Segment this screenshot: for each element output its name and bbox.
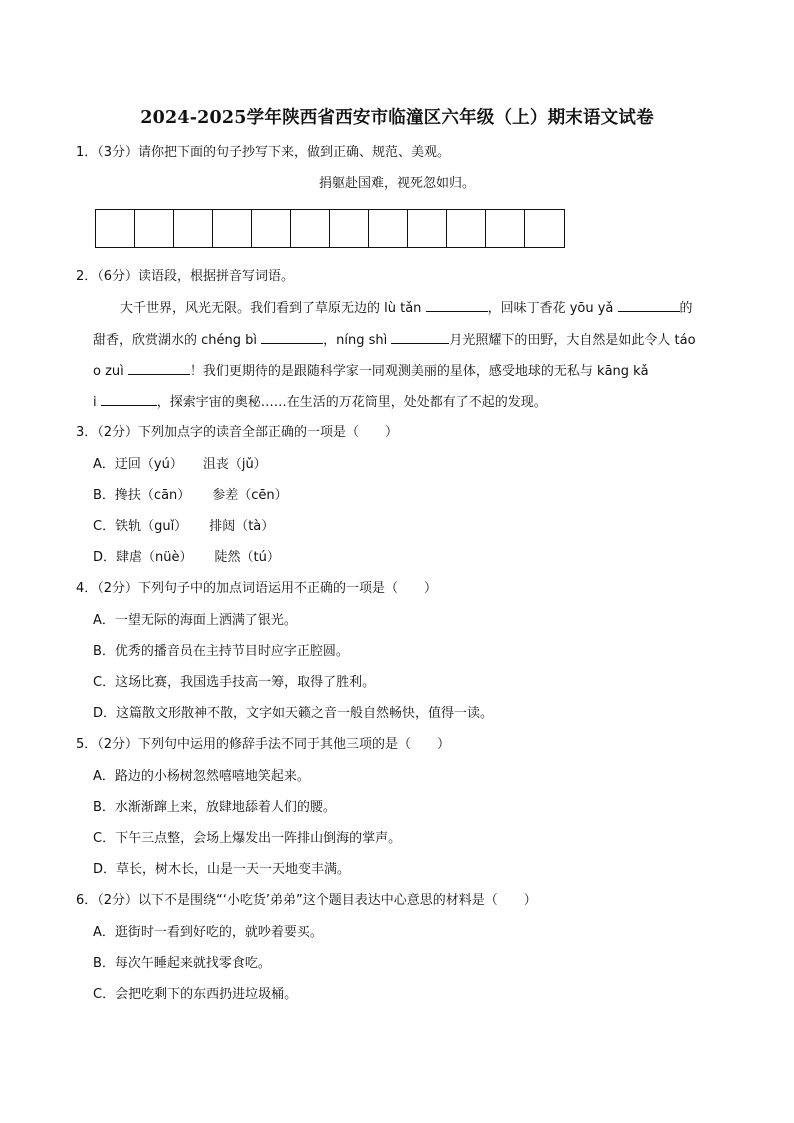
- question-3-option-c[interactable]: [93, 518, 274, 536]
- q2-text: 甜香，欣赏湖水的 chéng bì: [93, 333, 258, 348]
- question-2-line-4: [93, 393, 721, 412]
- q2-text: ，níng shì: [323, 333, 388, 348]
- q2-text: 大千世界，风光无限。我们看到了草原无边的 lù tǎn: [120, 301, 422, 316]
- q2-text: i: [93, 395, 97, 410]
- question-1-stem: 1．（3分）请你把下面的句子抄写下来，做到正确、规范、美观。: [76, 145, 451, 160]
- answer-blank[interactable]: [391, 331, 449, 344]
- answer-blank[interactable]: [128, 362, 190, 375]
- option-part: 参差（cēn）: [212, 488, 288, 503]
- grid-cell[interactable]: [96, 210, 135, 247]
- grid-cell[interactable]: [135, 210, 174, 247]
- question-1-sentence: 捐躯赴国难，视死忽如归。: [318, 176, 475, 191]
- question-3-option-d[interactable]: [93, 549, 280, 567]
- question-2-line-1: [120, 299, 748, 318]
- grid-cell[interactable]: [525, 210, 564, 247]
- option-part: 陡然（tú）: [214, 550, 280, 565]
- option-part: 沮丧（jǔ）: [202, 457, 267, 472]
- question-4-stem: 4．（2分）下列句子中的加点词语运用不正确的一项是（ ）: [76, 581, 438, 596]
- question-2-stem: 2．（6分）读语段，根据拼音写词语。: [76, 269, 295, 284]
- answer-blank[interactable]: [618, 299, 680, 312]
- question-5-stem: 5．（2分）下列句中运用的修辞手法不同于其他三项的是（ ）: [76, 737, 451, 752]
- grid-cell[interactable]: [252, 210, 291, 247]
- answer-blank[interactable]: [101, 393, 157, 406]
- copy-grid[interactable]: [95, 209, 565, 248]
- question-3-option-b[interactable]: [93, 487, 288, 505]
- grid-cell[interactable]: [174, 210, 213, 247]
- grid-cell[interactable]: [408, 210, 447, 247]
- question-4-option-c[interactable]: C．这场比赛，我国选手技高一筹，取得了胜利。: [93, 675, 376, 690]
- question-4-option-d[interactable]: D．这篇散文形散神不散，文字如天籁之音一般自然畅快，值得一读。: [93, 706, 494, 721]
- question-3-option-a[interactable]: [93, 456, 267, 474]
- grid-cell[interactable]: [213, 210, 252, 247]
- question-5-option-b[interactable]: B．水渐渐蹿上来，放肆地舔着人们的腰。: [93, 800, 336, 815]
- question-2-line-3: [93, 362, 721, 381]
- question-4-option-a[interactable]: A．一望无际的海面上洒满了银光。: [93, 613, 297, 628]
- grid-cell[interactable]: [330, 210, 369, 247]
- question-4-option-b[interactable]: B．优秀的播音员在主持节目时应字正腔圆。: [93, 644, 349, 659]
- option-part: C．铁轨（guǐ）: [93, 519, 188, 534]
- option-part: B．搀扶（cān）: [93, 488, 191, 503]
- grid-cell[interactable]: [369, 210, 408, 247]
- answer-blank[interactable]: [261, 331, 323, 344]
- q2-text: ！我们更期待的是跟随科学家一同观测美丽的星体，感受地球的无私与 kāng kǎ: [189, 364, 649, 379]
- question-5-option-a[interactable]: A．路边的小杨树忽然嘻嘻地笑起来。: [93, 769, 310, 784]
- q2-text: o zuì: [93, 364, 124, 379]
- question-6-option-a[interactable]: A．逛街时一看到好吃的，就吵着要买。: [93, 925, 323, 940]
- question-6-option-c[interactable]: C．会把吃剩下的东西扔进垃圾桶。: [93, 987, 298, 1002]
- question-6-option-b[interactable]: B．每次午睡起来就找零食吃。: [93, 956, 271, 971]
- option-part: A．迂回（yú）: [93, 457, 183, 472]
- question-2-line-2: [93, 331, 721, 350]
- question-5-option-c[interactable]: C．下午三点整，会场上爆发出一阵排山倒海的掌声。: [93, 831, 402, 846]
- answer-blank[interactable]: [426, 299, 488, 312]
- grid-cell[interactable]: [486, 210, 525, 247]
- question-3-stem: 3．（2分）下列加点字的读音全部正确的一项是（ ）: [76, 425, 399, 440]
- q2-text: 月光照耀下的田野，大自然是如此令人 táo: [449, 333, 696, 348]
- q2-text: 的: [679, 301, 693, 316]
- page-title: 2024-2025学年陕西省西安市临潼区六年级（上）期末语文试卷: [140, 108, 654, 128]
- question-6-stem: 6．（2分）以下不是围绕“‘小吃货’弟弟”这个题目表达中心意思的材料是（ ）: [76, 893, 537, 908]
- option-part: D．肆虐（nüè）: [93, 550, 193, 565]
- grid-cell[interactable]: [447, 210, 486, 247]
- q2-text: ，探索宇宙的奥秘……在生活的万花筒里，处处都有了不起的发现。: [156, 395, 547, 410]
- grid-cell[interactable]: [291, 210, 330, 247]
- q2-text: ，回味丁香花 yōu yǎ: [487, 301, 614, 316]
- option-part: 排闼（tà）: [209, 519, 275, 534]
- question-5-option-d[interactable]: D．草长，树木长，山是一天一天地变丰满。: [93, 862, 351, 877]
